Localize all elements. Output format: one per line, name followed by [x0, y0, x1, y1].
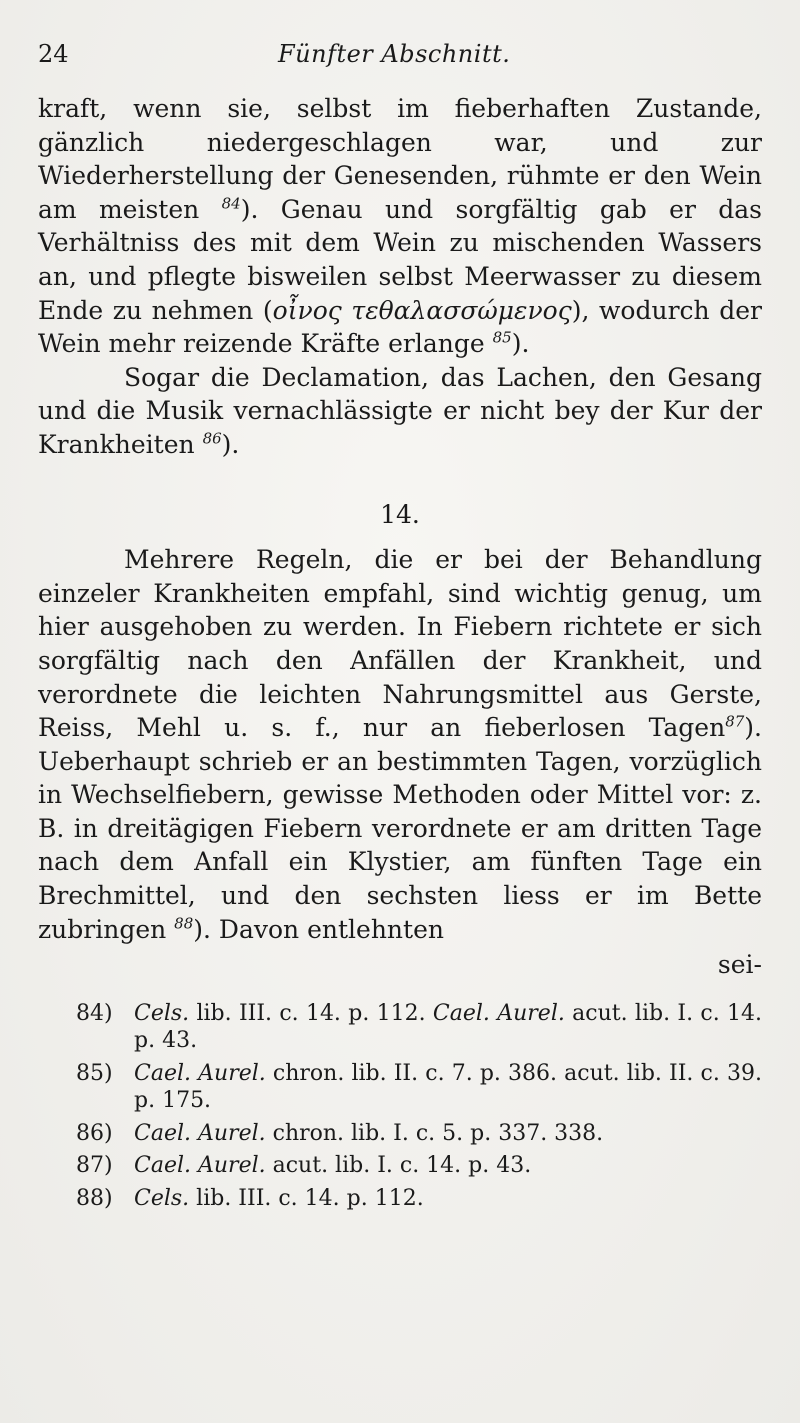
footnote-text: Cael. Aurel. chron. lib. I. c. 5. p. 337. 338.: [134, 1120, 604, 1146]
section-number: 14.: [380, 499, 420, 529]
footnote-number: 85): [76, 1060, 113, 1086]
paragraph: Mehrere Regeln, die er bei der Behandlung einzeler Krankheiten empfahl, sind wichtig genug, um hier ausgehoben zu werden. In Fiebern richtete er sich sorgfältig nach den Anfällen der Krankheit, und verordnete die leichten Nahrungsmittel aus Gerste, Reiss, Mehl u. s. f., nur an fieberlosen Tagen$^{87}$). Ueberhaupt schrieb er an bestimmten Tagen, vorzüglich in Wechselfiebern, gewisse Methoden oder Mittel vor: z. B. in dreitägigen Fiebern verordnete er am dritten Tage nach dem Anfall ein Klystier, am fünften Tage ein Brechmittel, und den sechsten liess er im Bette zubringen $^{88}$). Davon entlehnten: [38, 545, 762, 944]
body-text: [38, 92, 762, 982]
greek-phrase: οἶνος τεθαλασσώμενος: [272, 295, 572, 325]
footnote: [38, 1120, 762, 1148]
footnote: [38, 1060, 762, 1115]
footnote-number: 86): [76, 1120, 113, 1146]
footnote-ref: 84: [221, 194, 241, 213]
footnote: [38, 1185, 762, 1213]
footnote: [38, 1000, 762, 1055]
footnote-number: 88): [76, 1185, 113, 1211]
footnote-ref: 87: [725, 712, 745, 731]
footnote-text: Cael. Aurel. acut. lib. I. c. 14. p. 43.: [134, 1153, 532, 1179]
footnote-text: Cels. lib. III. c. 14. p. 112.: [134, 1185, 424, 1211]
paragraph: Sogar die Declamation, das Lachen, den Gesang und die Musik vernachlässigte er nicht bey der Kur der Krankheiten $^{86}$).: [38, 362, 762, 459]
page-number: 24: [38, 40, 69, 68]
running-head: Fünfter Abschnitt.: [278, 40, 511, 68]
footnote-ref: 86: [202, 429, 222, 448]
footnote-text: Cael. Aurel. chron. lib. II. c. 7. p. 386. acut. lib. II. c. 39. p. 175.: [134, 1060, 762, 1114]
footnote-ref: 88: [174, 914, 194, 933]
footnote-ref: 85: [492, 328, 512, 347]
footnotes: [38, 1000, 762, 1213]
footnote: [38, 1152, 762, 1180]
footnote-text: Cels. lib. III. c. 14. p. 112. Cael. Aurel. acut. lib. I. c. 14. p. 43.: [134, 1000, 762, 1054]
page-header: [38, 40, 762, 92]
catchword: sei-: [717, 950, 762, 980]
footnote-number: 87): [76, 1153, 113, 1179]
paragraph: kraft, wenn sie, selbst im fieberhaften Zustande, gänzlich niedergeschlagen war, und zur Wiederherstellung der Genesenden, rühmte er den Wein am meisten $^{84}$). Genau und sorgfältig gab er das Verhältniss des mit dem Wein zu mischenden Wassers an, und pflegte bisweilen selbst Meerwasser zu diesem Ende zu nehmen (οἶνος τεθαλασσώμενος), wodurch der Wein mehr reizende Kräfte erlange $^{85}$).: [38, 94, 763, 359]
footnote-number: 84): [76, 1000, 113, 1026]
